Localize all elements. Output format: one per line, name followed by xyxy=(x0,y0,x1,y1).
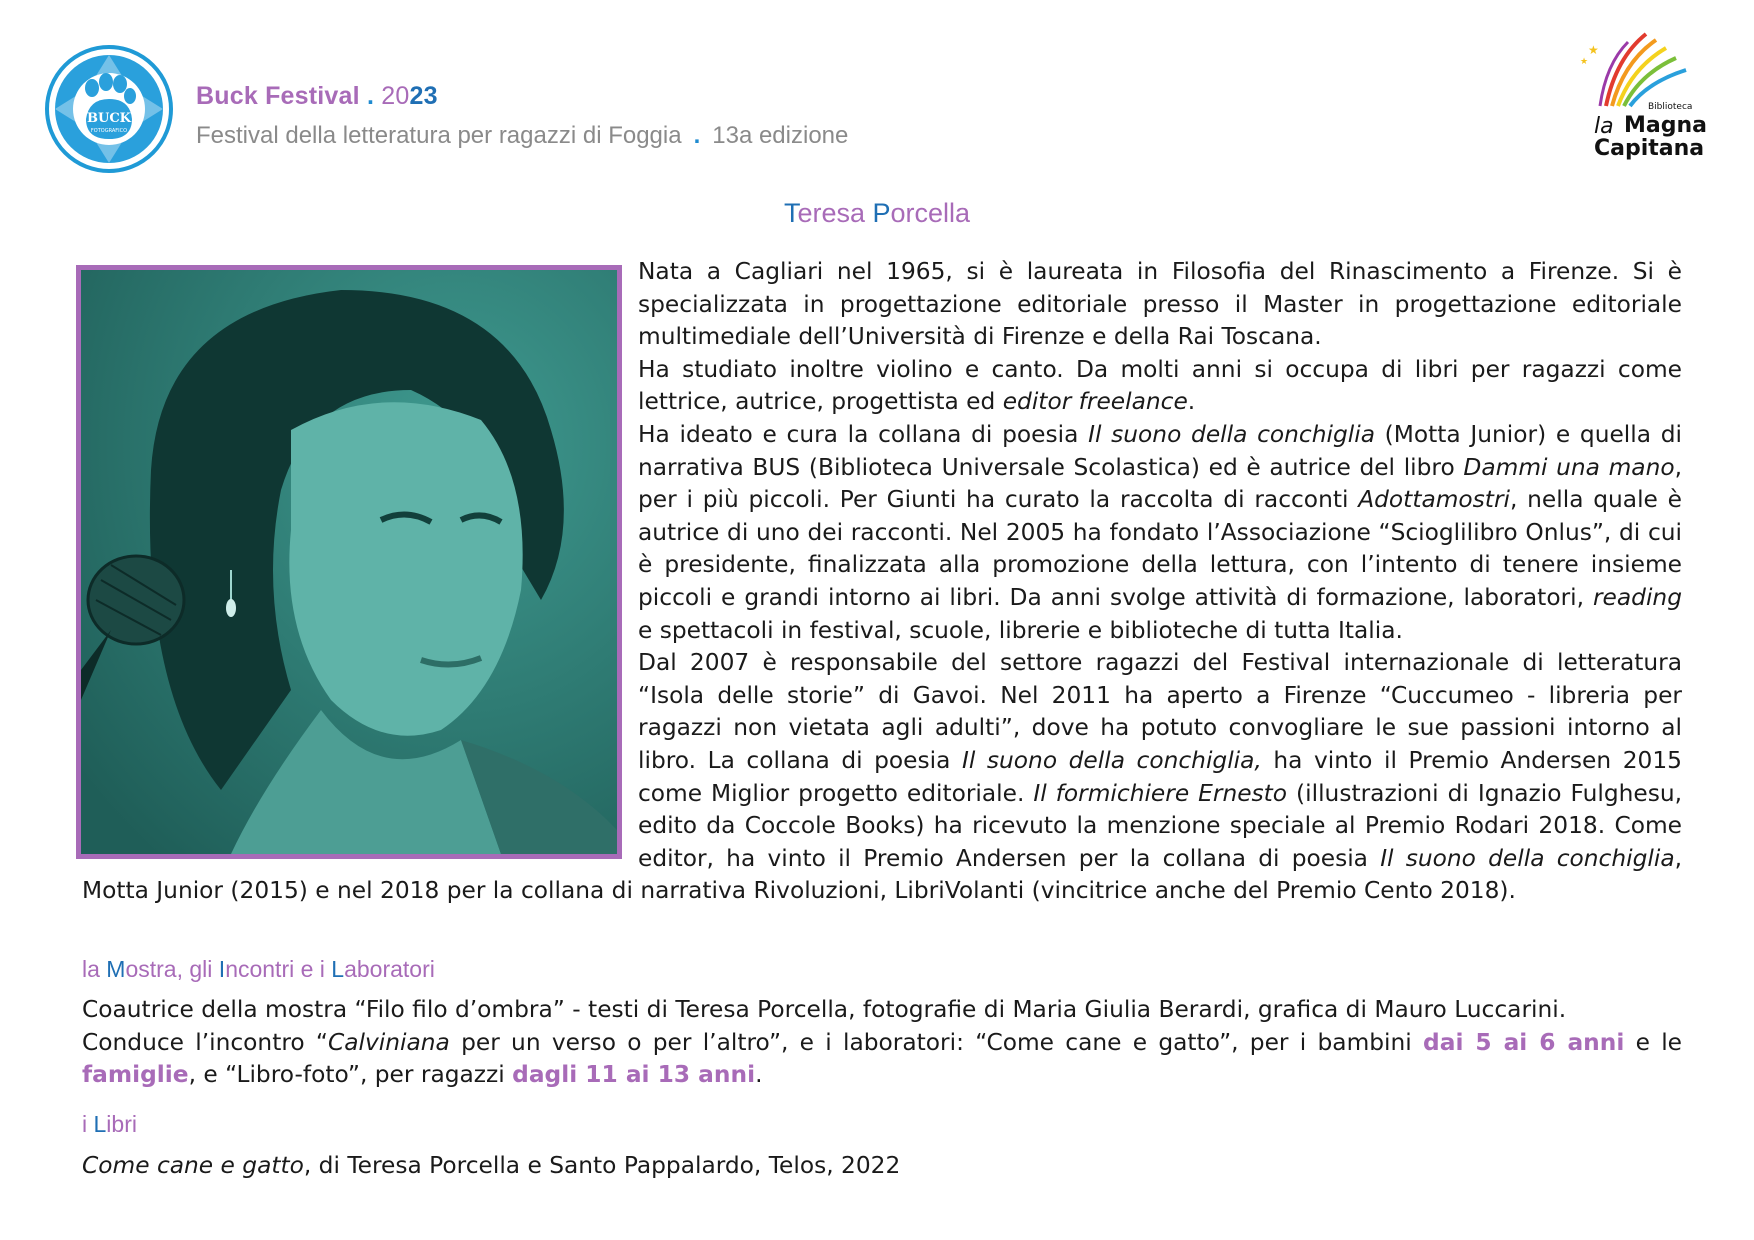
subtitle-text: Festival della letteratura per ragazzi di Foggia xyxy=(196,122,682,149)
mostra-line-2: Conduce l’incontro “Calviniana per un verso o per l’altro”, e i laboratori: “Come cane e gatto”, per i bambini dai 5 ai 6 anni e le famiglie, e “Libro-foto”, per ragazzi dagli 11 ai 13 anni. xyxy=(82,1028,1682,1089)
buck-festival-logo xyxy=(44,44,174,174)
logo-right-small: Biblioteca xyxy=(1648,102,1693,112)
person-name: Teresa Porcella xyxy=(783,198,971,228)
book-details: , di Teresa Porcella e Santo Pappalardo, Telos, 2022 xyxy=(303,1152,901,1179)
year-part-b: 23 xyxy=(409,82,438,110)
logo-left-text: BUCK xyxy=(87,111,131,126)
svg-text:★: ★ xyxy=(1588,43,1599,57)
edition-text: 13a edizione xyxy=(712,122,849,149)
rainbow-brush-icon xyxy=(1576,28,1696,110)
festival-name: Buck Festival xyxy=(196,82,360,110)
year-part-a: 20 xyxy=(381,82,410,110)
section-heading-mostra: la Mostra, gli Incontri e i Laboratori xyxy=(82,956,435,982)
bio-paragraph-4: Dal 2007 è responsabile del settore ragazzi del Festival internazionale di letteratura “Isola delle storie” di Gavoi. Nel 2011 ha aperto a Firenze “Cuccumeo - libreria per ragazzi non vietata agli adulti”, dove ha potuto convogliare le sue passioni intorno al libro. La collana di poesia Il suono della conchiglia, ha vinto il Premio Andersen 2015 come Miglior progetto editoriale. Il formichiere Ernesto (illustrazioni di Ignazio Fulghesu, edito da Coccole Books) ha ricevuto la menzione speciale al Premio Rodari 2018. Come editor, ha vinto il Premio Andersen per la collana di poesia Il suono della conchiglia, Motta Junior (2015) e nel 2018 per la collana di narrativa Rivoluzioni, LibriVolanti (vincitrice anche del Premio Cento 2018). xyxy=(82,649,1683,905)
mostra-text xyxy=(82,994,1682,1092)
mostra-line-1: Coautrice della mostra “Filo filo d’ombra” - testi di Teresa Porcella, fotografie di Maria Giulia Berardi, grafica di Mauro Luccarini. xyxy=(82,996,1567,1023)
logo-right-magna: Magna xyxy=(1624,113,1707,138)
logo-right-capitana: Capitana xyxy=(1594,136,1705,161)
title-dot: . xyxy=(366,82,375,110)
bio-paragraph-3: Ha ideato e cura la collana di poesia Il suono della conchiglia (Motta Junior) e quella di narrativa BUS (Biblioteca Universale Scolastica) ed è autrice del libro Dammi una mano, per i più piccoli. Per Giunti ha curato la raccolta di racconti Adottamostri, nella quale è autrice di uno dei racconti. Nel 2005 ha fondato l’Associazione “Scioglilibro Onlus”, di cui è presidente, finalizzata alla promozione della lettura, con l’intento di tenere insieme piccoli e grandi intorno ai libri. Da anni svolge attività di formazione, laboratori, reading e spettacoli in festival, scuole, librerie e biblioteche di tutta Italia. xyxy=(638,420,1682,644)
svg-text:★: ★ xyxy=(1580,57,1589,67)
section-heading-libri: i Libri xyxy=(82,1111,137,1137)
libri-entry xyxy=(82,1150,1682,1183)
festival-subtitle xyxy=(196,122,848,150)
book-title: Come cane e gatto xyxy=(82,1152,304,1179)
biography xyxy=(82,256,1682,908)
logo-left-sub: FOTOGRAFICO xyxy=(90,128,128,134)
biblioteca-logo xyxy=(1576,28,1707,168)
bio-paragraph-2: Ha studiato inoltre violino e canto. Da molti anni si occupa di libri per ragazzi come lettrice, autrice, progettista ed editor freelance. xyxy=(638,355,1682,416)
photo-spacer xyxy=(82,256,638,852)
festival-title xyxy=(196,82,438,111)
subtitle-dot: . xyxy=(693,122,701,149)
logo-right-la: la xyxy=(1594,114,1614,139)
bio-paragraph-1: Nata a Cagliari nel 1965, si è laureata in Filosofia del Rinascimento a Firenze. Si è specializzata in progettazione editoriale presso il Master in progettazione editoriale multimediale dell’Università di Firenze e della Rai Toscana. xyxy=(638,258,1682,351)
